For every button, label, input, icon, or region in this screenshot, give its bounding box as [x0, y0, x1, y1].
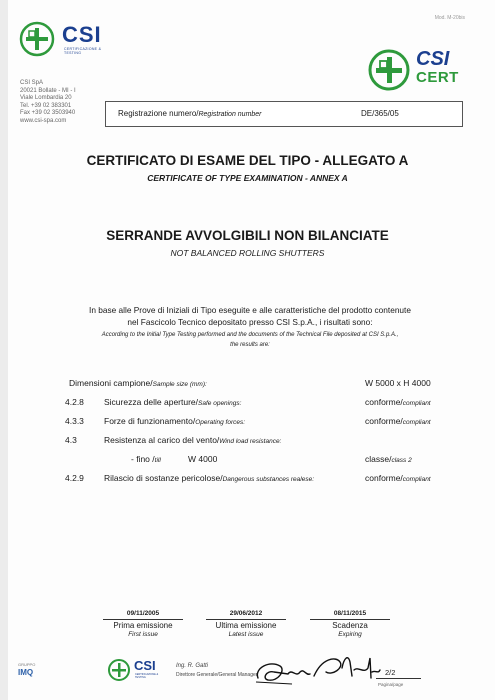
date-label: Prima emissione [113, 621, 173, 630]
result-row-operating-forces [0, 416, 495, 428]
certificate-title: CERTIFICATO DI ESAME DEL TIPO - ALLEGATO A [86, 153, 409, 168]
date-value: 09/11/2005 [126, 610, 160, 617]
company-address [20, 80, 76, 125]
date-label-en: First issue [128, 631, 158, 638]
csi-logo [18, 20, 113, 56]
footer-csi-text: CSI [134, 658, 156, 673]
address-line: Fax +39 02 3503940 [20, 110, 76, 116]
result-row-dangerous-substances [0, 473, 495, 485]
footer-csi-sub: CERTIFICAZIONE & TESTING [135, 673, 159, 679]
csi-emblem-icon [18, 20, 56, 58]
divider [103, 619, 183, 620]
mod-tag: Mod. M-20bis [434, 15, 465, 21]
divider [310, 619, 390, 620]
date-latest-issue [201, 610, 291, 638]
product-title: SERRANDE AVVOLGIBILI NON BILANCIATE [106, 228, 389, 243]
row-description: Resistenza al carico del vento/Wind load resistance: [104, 435, 282, 445]
imq-group-label: GRUPPO [18, 662, 36, 667]
divider [206, 619, 286, 620]
page-number: 2/2 [385, 668, 396, 677]
registration-label: Registrazione numero/Registration number [118, 109, 262, 118]
row-extra: W 4000 [188, 454, 218, 464]
footer-csi-emblem-icon [107, 658, 131, 682]
address-line: CSI SpA [20, 80, 44, 86]
date-label: Ultima emissione [215, 621, 277, 630]
csi-logo-sub: CERTIFICAZIONE & TESTING [64, 47, 102, 55]
divider [376, 678, 421, 679]
intro-line-en: the results are: [230, 342, 270, 348]
imq-label: IMQ [18, 668, 34, 677]
row-description: Rilascio di sostanze pericolose/Dangerous substances realese: [104, 473, 315, 483]
signer-name: Ing. R. Gatti [176, 663, 209, 669]
row-value: conforme/compliant [365, 416, 431, 426]
date-value: 08/11/2015 [333, 610, 367, 617]
cert-emblem-icon [367, 48, 411, 92]
date-label-en: Expiring [338, 631, 362, 638]
address-line: www.csi-spa.com [20, 117, 67, 124]
address-line: 20021 Bollate - MI - I [20, 87, 76, 94]
cert-logo-csi: CSI [416, 48, 450, 70]
address-line: Tel. +39 02 383301 [20, 102, 72, 109]
certificate-title-en: CERTIFICATE OF TYPE EXAMINATION - ANNEX A [147, 173, 348, 183]
date-expiring [305, 610, 395, 638]
result-row-wind-load [0, 435, 495, 447]
row-number: 4.2.8 [65, 397, 84, 407]
cert-logo-cert: CERT [416, 69, 459, 86]
row-number: 4.3.3 [65, 416, 84, 426]
date-value: 29/06/2012 [229, 610, 263, 617]
result-row-safe-openings [0, 397, 495, 409]
result-row-wind-class [0, 454, 495, 466]
footer-csi-logo [107, 658, 167, 682]
address-line: Viale Lombardia 20 [20, 95, 72, 101]
row-number: 4.2.9 [65, 473, 84, 483]
signer-role: Direttore Generale/General Manager [176, 672, 258, 678]
date-label: Scadenza [332, 621, 368, 630]
imq-logo [18, 662, 58, 692]
page-label: Pagina/page [378, 682, 404, 687]
intro-line-en: According to the Initial Type Testing performed and the documents of the Technical File deposited at CSI S.p.A., [101, 332, 399, 338]
scan-edge [0, 0, 8, 700]
date-label-en: Latest issue [228, 631, 264, 638]
intro-line: nel Fascicolo Tecnico depositato presso CSI S.p.A., i risultati sono: [127, 317, 373, 327]
row-value: W 5000 x H 4000 [365, 378, 431, 388]
row-description: - fino /till [131, 454, 161, 464]
row-value: conforme/compliant [365, 473, 431, 483]
row-value: conforme/compliant [365, 397, 431, 407]
registration-number: DE/365/05 [361, 109, 399, 118]
result-row-sample-size [0, 378, 495, 390]
date-first-issue [98, 610, 188, 638]
csi-logo-text: CSI [62, 22, 102, 47]
row-value: classe/class 2 [365, 454, 412, 464]
row-description: Dimensioni campione/Sample size (mm): [69, 378, 207, 388]
handwritten-signature [252, 648, 382, 690]
row-description: Sicurezza delle aperture/Safe openings: [104, 397, 242, 407]
intro-line: In base alle Prove di Iniziali di Tipo eseguite e alle caratteristiche del prodotto contenute [89, 305, 411, 315]
row-description: Forze di funzionamento/Operating forces: [104, 416, 246, 426]
registration-box [105, 101, 463, 127]
product-title-en: NOT BALANCED ROLLING SHUTTERS [170, 248, 325, 258]
csi-cert-logo [367, 48, 469, 93]
row-number: 4.3 [65, 435, 77, 445]
